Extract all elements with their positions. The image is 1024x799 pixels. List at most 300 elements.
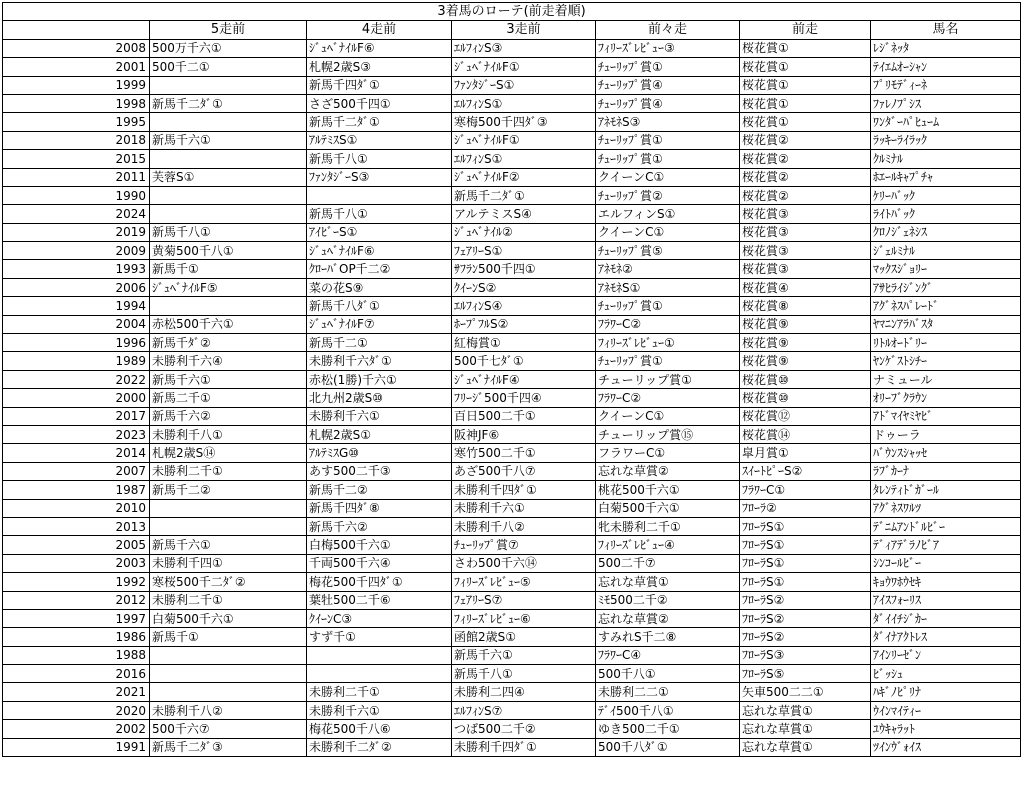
race-5-ago-cell bbox=[150, 646, 307, 664]
race-5-ago-cell bbox=[150, 499, 307, 517]
race-4-ago-cell: ｸｲｰﾝC③ bbox=[307, 609, 452, 627]
year-cell: 2008 bbox=[3, 39, 150, 57]
horse-name-cell: ﾌﾟﾘﾓﾃﾞｨｰﾈ bbox=[871, 76, 1021, 94]
table-row bbox=[3, 242, 1021, 260]
table-row bbox=[3, 278, 1021, 296]
race-3-ago-cell: 新馬千六① bbox=[452, 646, 596, 664]
year-cell: 2021 bbox=[3, 683, 150, 701]
race-5-ago-cell: 札幌2歳S⑭ bbox=[150, 444, 307, 462]
race-3-ago-cell: 未勝利千四ﾀﾞ① bbox=[452, 481, 596, 499]
race-2-ago-cell: ﾌﾗﾜｰC② bbox=[596, 315, 740, 333]
table-row bbox=[3, 591, 1021, 609]
year-cell: 2018 bbox=[3, 131, 150, 149]
previous-race-cell: ﾌﾛｰﾗ② bbox=[740, 499, 871, 517]
race-2-ago-cell: ﾁｭｰﾘｯﾌﾟ賞① bbox=[596, 58, 740, 76]
previous-race-cell: 桜花賞② bbox=[740, 186, 871, 204]
table-row bbox=[3, 58, 1021, 76]
race-3-ago-cell: ﾌｨﾘｰｽﾞﾚﾋﾞｭｰ⑥ bbox=[452, 609, 596, 627]
header-year bbox=[3, 21, 150, 39]
year-cell: 2016 bbox=[3, 665, 150, 683]
race-3-ago-cell: ｼﾞｭﾍﾞﾅｲﾙF② bbox=[452, 168, 596, 186]
race-2-ago-cell: 500千八ﾀﾞ① bbox=[596, 738, 740, 756]
horse-name-cell: ﾂｲﾝｳﾞｫｲｽ bbox=[871, 738, 1021, 756]
race-4-ago-cell bbox=[307, 665, 452, 683]
race-4-ago-cell: 札幌2歳S① bbox=[307, 425, 452, 443]
header-5-races-ago: 5走前 bbox=[150, 21, 307, 39]
table-row bbox=[3, 334, 1021, 352]
previous-race-cell: ﾌﾛｰﾗS③ bbox=[740, 646, 871, 664]
race-5-ago-cell: 新馬千二② bbox=[150, 481, 307, 499]
year-cell: 2004 bbox=[3, 315, 150, 333]
horse-name-cell: ﾗｯｷｰﾗｲﾗｯｸ bbox=[871, 131, 1021, 149]
table-row bbox=[3, 131, 1021, 149]
race-4-ago-cell: あす500二千③ bbox=[307, 462, 452, 480]
horse-name-cell: ﾀﾚﾝﾃｨﾄﾞｶﾞｰﾙ bbox=[871, 481, 1021, 499]
race-2-ago-cell: ｱﾈﾓﾈS① bbox=[596, 278, 740, 296]
race-2-ago-cell: ﾌｨﾘｰｽﾞﾚﾋﾞｭｰ④ bbox=[596, 536, 740, 554]
previous-race-cell: ﾌﾛｰﾗS① bbox=[740, 554, 871, 572]
table-row bbox=[3, 481, 1021, 499]
previous-race-cell: 桜花賞① bbox=[740, 113, 871, 131]
race-4-ago-cell: 札幌2歳S③ bbox=[307, 58, 452, 76]
horse-name-cell: ｼﾞｪﾙﾐﾅﾙ bbox=[871, 242, 1021, 260]
race-3-ago-cell: 未勝利千六① bbox=[452, 499, 596, 517]
race-3-ago-cell: 阪神JF⑥ bbox=[452, 425, 596, 443]
race-5-ago-cell: 新馬千① bbox=[150, 260, 307, 278]
race-5-ago-cell: 新馬千六① bbox=[150, 131, 307, 149]
header-4-races-ago: 4走前 bbox=[307, 21, 452, 39]
previous-race-cell: 桜花賞⑨ bbox=[740, 352, 871, 370]
race-5-ago-cell: 新馬千二ﾀﾞ③ bbox=[150, 738, 307, 756]
year-cell: 2014 bbox=[3, 444, 150, 462]
race-5-ago-cell: 芙蓉S① bbox=[150, 168, 307, 186]
title-row bbox=[3, 3, 1021, 21]
race-2-ago-cell: クイーンC① bbox=[596, 168, 740, 186]
year-cell: 1999 bbox=[3, 76, 150, 94]
previous-race-cell: 桜花賞② bbox=[740, 168, 871, 186]
table-row bbox=[3, 113, 1021, 131]
race-2-ago-cell: 忘れな草賞② bbox=[596, 462, 740, 480]
table-row bbox=[3, 370, 1021, 388]
rotation-table bbox=[2, 2, 1021, 757]
table-row bbox=[3, 168, 1021, 186]
race-4-ago-cell: 北九州2歳S⑩ bbox=[307, 389, 452, 407]
race-4-ago-cell: 新馬千八① bbox=[307, 205, 452, 223]
race-5-ago-cell bbox=[150, 113, 307, 131]
year-cell: 1988 bbox=[3, 646, 150, 664]
race-5-ago-cell: 新馬千六① bbox=[150, 370, 307, 388]
year-cell: 1995 bbox=[3, 113, 150, 131]
race-3-ago-cell: 新馬千八① bbox=[452, 665, 596, 683]
race-2-ago-cell: ゆき500二千① bbox=[596, 720, 740, 738]
year-cell: 1990 bbox=[3, 186, 150, 204]
race-2-ago-cell: チューリップ賞⑮ bbox=[596, 425, 740, 443]
race-5-ago-cell bbox=[150, 683, 307, 701]
horse-name-cell: ｷｮｳﾜﾎｳｾｷ bbox=[871, 573, 1021, 591]
previous-race-cell: 皐月賞① bbox=[740, 444, 871, 462]
race-2-ago-cell: チューリップ賞① bbox=[596, 370, 740, 388]
table-row bbox=[3, 94, 1021, 112]
race-3-ago-cell: さわ500千六⑭ bbox=[452, 554, 596, 572]
table-row bbox=[3, 352, 1021, 370]
horse-name-cell: ｳｲﾝﾏｲﾃｨｰ bbox=[871, 701, 1021, 719]
race-4-ago-cell: ｱﾙﾃﾐｽG⑩ bbox=[307, 444, 452, 462]
horse-name-cell: ドゥーラ bbox=[871, 425, 1021, 443]
race-5-ago-cell bbox=[150, 205, 307, 223]
year-cell: 1989 bbox=[3, 352, 150, 370]
race-5-ago-cell: 未勝利千八② bbox=[150, 701, 307, 719]
race-4-ago-cell: 新馬千八① bbox=[307, 150, 452, 168]
horse-name-cell: ﾊﾞｳﾝｽｼｬｯｾ bbox=[871, 444, 1021, 462]
horse-name-cell: ナミュール bbox=[871, 370, 1021, 388]
race-2-ago-cell: クイーンC① bbox=[596, 223, 740, 241]
race-5-ago-cell bbox=[150, 76, 307, 94]
horse-name-cell: ﾎｴｰﾙｷｬﾌﾟﾁｬ bbox=[871, 168, 1021, 186]
horse-name-cell: ﾔﾏﾆﾝｱﾗﾊﾞｽﾀ bbox=[871, 315, 1021, 333]
race-3-ago-cell: ﾌｨﾘｰｽﾞﾚﾋﾞｭｰ⑤ bbox=[452, 573, 596, 591]
horse-name-cell: ｱｻﾋﾗｲｼﾞﾝｸﾞ bbox=[871, 278, 1021, 296]
horse-name-cell: ｸﾛﾉｼﾞｪﾈｼｽ bbox=[871, 223, 1021, 241]
previous-race-cell: ﾌﾛｰﾗS① bbox=[740, 573, 871, 591]
year-cell: 1987 bbox=[3, 481, 150, 499]
race-5-ago-cell: 白菊500千六① bbox=[150, 609, 307, 627]
horse-name-cell: ﾔﾝｹﾞｽﾄｼﾁｰ bbox=[871, 352, 1021, 370]
previous-race-cell: ﾌﾛｰﾗS② bbox=[740, 628, 871, 646]
race-5-ago-cell: 赤松500千六① bbox=[150, 315, 307, 333]
table-row bbox=[3, 701, 1021, 719]
race-2-ago-cell: 500二千⑦ bbox=[596, 554, 740, 572]
table-row bbox=[3, 499, 1021, 517]
table-row bbox=[3, 297, 1021, 315]
year-cell: 2017 bbox=[3, 407, 150, 425]
table-row bbox=[3, 150, 1021, 168]
race-3-ago-cell: ﾌｪｱﾘｰS⑦ bbox=[452, 591, 596, 609]
previous-race-cell: 桜花賞① bbox=[740, 76, 871, 94]
horse-name-cell: ｵﾘｰﾌﾞｸﾗｳﾝ bbox=[871, 389, 1021, 407]
horse-name-cell: ﾃﾞｨｱﾃﾞﾗﾉﾋﾞｱ bbox=[871, 536, 1021, 554]
race-4-ago-cell: 新馬千四ﾀﾞ① bbox=[307, 76, 452, 94]
previous-race-cell: 桜花賞⑭ bbox=[740, 425, 871, 443]
race-3-ago-cell: 百日500二千① bbox=[452, 407, 596, 425]
race-4-ago-cell: ｼﾞｭﾍﾞﾅｲﾙF⑥ bbox=[307, 242, 452, 260]
race-3-ago-cell: ｴﾙﾌｨﾝS④ bbox=[452, 297, 596, 315]
previous-race-cell: 桜花賞① bbox=[740, 58, 871, 76]
table-row bbox=[3, 738, 1021, 756]
table-row bbox=[3, 517, 1021, 535]
table-row bbox=[3, 646, 1021, 664]
year-cell: 2015 bbox=[3, 150, 150, 168]
race-3-ago-cell: 寒梅500千四ﾀﾞ③ bbox=[452, 113, 596, 131]
race-4-ago-cell: 新馬千二② bbox=[307, 481, 452, 499]
previous-race-cell: 桜花賞⑫ bbox=[740, 407, 871, 425]
previous-race-cell: ﾌﾛｰﾗS① bbox=[740, 536, 871, 554]
race-3-ago-cell: 寒竹500二千① bbox=[452, 444, 596, 462]
race-2-ago-cell: ﾁｭｰﾘｯﾌﾟ賞④ bbox=[596, 94, 740, 112]
race-3-ago-cell: つば500二千② bbox=[452, 720, 596, 738]
race-2-ago-cell: クイーンC① bbox=[596, 407, 740, 425]
race-3-ago-cell: 紅梅賞① bbox=[452, 334, 596, 352]
race-4-ago-cell: 千両500千六④ bbox=[307, 554, 452, 572]
horse-name-cell: ｱｸﾞﾈｽﾜﾙﾂ bbox=[871, 499, 1021, 517]
year-cell: 2001 bbox=[3, 58, 150, 76]
race-4-ago-cell: 未勝利千六① bbox=[307, 701, 452, 719]
table-row bbox=[3, 407, 1021, 425]
year-cell: 2006 bbox=[3, 278, 150, 296]
year-cell: 1992 bbox=[3, 573, 150, 591]
race-4-ago-cell: 新馬千四ﾀﾞ⑧ bbox=[307, 499, 452, 517]
race-4-ago-cell: 未勝利千六ﾀﾞ① bbox=[307, 352, 452, 370]
table-row bbox=[3, 76, 1021, 94]
race-4-ago-cell bbox=[307, 646, 452, 664]
race-5-ago-cell: 未勝利二千① bbox=[150, 591, 307, 609]
previous-race-cell: ﾌﾛｰﾗS⑤ bbox=[740, 665, 871, 683]
table-row bbox=[3, 425, 1021, 443]
year-cell: 2022 bbox=[3, 370, 150, 388]
table-row bbox=[3, 260, 1021, 278]
race-3-ago-cell: ｴﾙﾌｨﾝS① bbox=[452, 94, 596, 112]
horse-name-cell: ｱﾄﾞﾏｲﾔﾐﾔﾋﾞ bbox=[871, 407, 1021, 425]
race-5-ago-cell bbox=[150, 150, 307, 168]
race-5-ago-cell: 新馬千ﾀﾞ② bbox=[150, 334, 307, 352]
horse-name-cell: ﾀﾞｲｲﾁｼﾞｶｰ bbox=[871, 609, 1021, 627]
race-5-ago-cell: 未勝利二千① bbox=[150, 462, 307, 480]
horse-name-cell: ｱｲﾝﾘｰｾﾞﾝ bbox=[871, 646, 1021, 664]
year-cell: 1991 bbox=[3, 738, 150, 756]
horse-name-cell: ｱｲｽﾌｫｰﾘｽ bbox=[871, 591, 1021, 609]
race-4-ago-cell: ｼﾞｭﾍﾞﾅｲﾙF⑦ bbox=[307, 315, 452, 333]
race-3-ago-cell: ｼﾞｭﾍﾞﾅｲﾙF① bbox=[452, 131, 596, 149]
previous-race-cell: 桜花賞④ bbox=[740, 278, 871, 296]
race-4-ago-cell: 菜の花S⑨ bbox=[307, 278, 452, 296]
table-row bbox=[3, 683, 1021, 701]
table-row bbox=[3, 628, 1021, 646]
header-3-races-ago: 3走前 bbox=[452, 21, 596, 39]
race-5-ago-cell: 寒桜500千二ﾀﾞ② bbox=[150, 573, 307, 591]
race-2-ago-cell: ﾁｭｰﾘｯﾌﾟ賞① bbox=[596, 150, 740, 168]
previous-race-cell: 桜花賞③ bbox=[740, 242, 871, 260]
race-4-ago-cell: ｼﾞｭﾍﾞﾅｲﾙF⑥ bbox=[307, 39, 452, 57]
year-cell: 1996 bbox=[3, 334, 150, 352]
previous-race-cell: 桜花賞② bbox=[740, 150, 871, 168]
race-5-ago-cell: 新馬千八① bbox=[150, 223, 307, 241]
race-5-ago-cell: 新馬千① bbox=[150, 628, 307, 646]
year-cell: 2020 bbox=[3, 701, 150, 719]
race-2-ago-cell: ｱﾈﾓﾈ② bbox=[596, 260, 740, 278]
previous-race-cell: 桜花賞③ bbox=[740, 260, 871, 278]
horse-name-cell: ﾚｼﾞﾈｯﾀ bbox=[871, 39, 1021, 57]
horse-name-cell: ﾃﾞﾆﾑｱﾝﾄﾞﾙﾋﾞｰ bbox=[871, 517, 1021, 535]
race-5-ago-cell: 新馬二千① bbox=[150, 389, 307, 407]
table-row bbox=[3, 444, 1021, 462]
year-cell: 1997 bbox=[3, 609, 150, 627]
race-4-ago-cell: 葉牡500二千⑥ bbox=[307, 591, 452, 609]
race-2-ago-cell: ﾃﾞｲ500千八① bbox=[596, 701, 740, 719]
previous-race-cell: ﾌﾗﾜｰC① bbox=[740, 481, 871, 499]
table-row bbox=[3, 720, 1021, 738]
horse-name-cell: ﾏｯｸｽｼﾞｮﾘｰ bbox=[871, 260, 1021, 278]
race-4-ago-cell: 未勝利千二ﾀﾞ② bbox=[307, 738, 452, 756]
table-row bbox=[3, 554, 1021, 572]
race-3-ago-cell: 未勝利二四④ bbox=[452, 683, 596, 701]
race-3-ago-cell: ｼﾞｭﾍﾞﾅｲﾙ② bbox=[452, 223, 596, 241]
race-3-ago-cell: アルテミスS④ bbox=[452, 205, 596, 223]
table-row bbox=[3, 609, 1021, 627]
race-3-ago-cell: 新馬千二ﾀﾞ① bbox=[452, 186, 596, 204]
race-4-ago-cell: ｱｲﾋﾞｰS① bbox=[307, 223, 452, 241]
year-cell: 2003 bbox=[3, 554, 150, 572]
race-4-ago-cell: ﾌｧﾝﾀｼﾞｰS③ bbox=[307, 168, 452, 186]
race-4-ago-cell: 未勝利二千① bbox=[307, 683, 452, 701]
race-5-ago-cell: 500万千六① bbox=[150, 39, 307, 57]
race-3-ago-cell: ﾎｰﾌﾟﾌﾙS② bbox=[452, 315, 596, 333]
race-3-ago-cell: ﾌﾘｰｼﾞ500千四④ bbox=[452, 389, 596, 407]
race-4-ago-cell: 梅花500千四ﾀﾞ① bbox=[307, 573, 452, 591]
race-5-ago-cell: 新馬千六① bbox=[150, 536, 307, 554]
previous-race-cell: ﾌﾛｰﾗS② bbox=[740, 591, 871, 609]
race-2-ago-cell: エルフィンS① bbox=[596, 205, 740, 223]
race-3-ago-cell: ｻﾌﾗﾝ500千四① bbox=[452, 260, 596, 278]
previous-race-cell: 桜花賞① bbox=[740, 39, 871, 57]
horse-name-cell: ﾜﾝﾀﾞｰﾊﾟﾋｭｰﾑ bbox=[871, 113, 1021, 131]
year-cell: 2023 bbox=[3, 425, 150, 443]
race-4-ago-cell: ｸﾛｰﾊﾞOP千二② bbox=[307, 260, 452, 278]
race-3-ago-cell: あざ500千八⑦ bbox=[452, 462, 596, 480]
race-5-ago-cell: 新馬千六② bbox=[150, 407, 307, 425]
table-body bbox=[3, 39, 1021, 756]
horse-name-cell: ﾃｲｴﾑｵｰｼｬﾝ bbox=[871, 58, 1021, 76]
race-3-ago-cell: 未勝利千八② bbox=[452, 517, 596, 535]
horse-name-cell: ｱｸﾞﾈｽﾊﾟﾚｰﾄﾞ bbox=[871, 297, 1021, 315]
race-5-ago-cell bbox=[150, 517, 307, 535]
table-title: 3着馬のローテ(前走着順) bbox=[3, 3, 1021, 21]
horse-name-cell: ﾌｧﾚﾉﾌﾟｼｽ bbox=[871, 94, 1021, 112]
race-5-ago-cell bbox=[150, 297, 307, 315]
year-cell: 1993 bbox=[3, 260, 150, 278]
race-3-ago-cell: 500千七ﾀﾞ① bbox=[452, 352, 596, 370]
race-2-ago-cell: すみれS千二⑧ bbox=[596, 628, 740, 646]
previous-race-cell: 忘れな草賞① bbox=[740, 720, 871, 738]
race-2-ago-cell: 牝未勝利二千① bbox=[596, 517, 740, 535]
race-4-ago-cell: 赤松(1勝)千六① bbox=[307, 370, 452, 388]
horse-name-cell: ﾗｲﾄﾊﾞｯｸ bbox=[871, 205, 1021, 223]
header-2-races-ago: 前々走 bbox=[596, 21, 740, 39]
year-cell: 2012 bbox=[3, 591, 150, 609]
race-5-ago-cell bbox=[150, 665, 307, 683]
race-3-ago-cell: ｸｲｰﾝS② bbox=[452, 278, 596, 296]
table-row bbox=[3, 573, 1021, 591]
race-2-ago-cell: ﾐﾓ500二千② bbox=[596, 591, 740, 609]
year-cell: 2002 bbox=[3, 720, 150, 738]
year-cell: 1998 bbox=[3, 94, 150, 112]
previous-race-cell: 桜花賞① bbox=[740, 94, 871, 112]
race-2-ago-cell: ﾁｭｰﾘｯﾌﾟ賞① bbox=[596, 297, 740, 315]
horse-name-cell: ﾗﾌﾞｶｰﾅ bbox=[871, 462, 1021, 480]
race-4-ago-cell: 新馬千二ﾀﾞ① bbox=[307, 113, 452, 131]
race-2-ago-cell: 500千八① bbox=[596, 665, 740, 683]
previous-race-cell: 桜花賞⑧ bbox=[740, 297, 871, 315]
race-3-ago-cell: ﾌｪｱﾘｰS① bbox=[452, 242, 596, 260]
race-2-ago-cell: ﾌﾗﾜｰC④ bbox=[596, 646, 740, 664]
race-3-ago-cell: ﾁｭｰﾘｯﾌﾟ賞⑦ bbox=[452, 536, 596, 554]
table-row bbox=[3, 315, 1021, 333]
horse-name-cell: ｹﾘｰﾊﾞｯｸ bbox=[871, 186, 1021, 204]
race-4-ago-cell: 新馬千二① bbox=[307, 334, 452, 352]
race-2-ago-cell: ﾁｭｰﾘｯﾌﾟ賞① bbox=[596, 131, 740, 149]
race-5-ago-cell: 500千二① bbox=[150, 58, 307, 76]
horse-name-cell: ﾊｷﾞﾉﾋﾟﾘﾅ bbox=[871, 683, 1021, 701]
table-row bbox=[3, 186, 1021, 204]
table-row bbox=[3, 39, 1021, 57]
race-4-ago-cell: 新馬千八ﾀﾞ① bbox=[307, 297, 452, 315]
race-2-ago-cell: 桃花500千六① bbox=[596, 481, 740, 499]
race-4-ago-cell: 新馬千六② bbox=[307, 517, 452, 535]
horse-name-cell: ﾋﾞｯｼｭ bbox=[871, 665, 1021, 683]
table-row bbox=[3, 223, 1021, 241]
race-4-ago-cell bbox=[307, 186, 452, 204]
year-cell: 2007 bbox=[3, 462, 150, 480]
race-3-ago-cell: 未勝利千四ﾀﾞ① bbox=[452, 738, 596, 756]
horse-name-cell: ﾘﾄﾙｵｰﾄﾞﾘｰ bbox=[871, 334, 1021, 352]
year-cell: 2005 bbox=[3, 536, 150, 554]
race-5-ago-cell: 新馬千二ﾀﾞ① bbox=[150, 94, 307, 112]
table-row bbox=[3, 536, 1021, 554]
race-2-ago-cell: 忘れな草賞② bbox=[596, 609, 740, 627]
race-2-ago-cell: フラワーC① bbox=[596, 444, 740, 462]
race-3-ago-cell: ｼﾞｭﾍﾞﾅｲﾙF④ bbox=[452, 370, 596, 388]
race-4-ago-cell: 白梅500千六① bbox=[307, 536, 452, 554]
previous-race-cell: 桜花賞⑩ bbox=[740, 389, 871, 407]
race-3-ago-cell: ｴﾙﾌｨﾝS① bbox=[452, 150, 596, 168]
table-row bbox=[3, 389, 1021, 407]
year-cell: 2009 bbox=[3, 242, 150, 260]
previous-race-cell: 桜花賞⑩ bbox=[740, 370, 871, 388]
race-5-ago-cell: ｼﾞｭﾍﾞﾅｲﾙF⑤ bbox=[150, 278, 307, 296]
year-cell: 2000 bbox=[3, 389, 150, 407]
race-2-ago-cell: ﾁｭｰﾘｯﾌﾟ賞⑤ bbox=[596, 242, 740, 260]
race-5-ago-cell: 未勝利千八① bbox=[150, 425, 307, 443]
race-5-ago-cell: 500千六⑦ bbox=[150, 720, 307, 738]
race-2-ago-cell: ﾌﾗﾜｰC② bbox=[596, 389, 740, 407]
race-4-ago-cell: すず千① bbox=[307, 628, 452, 646]
horse-name-cell: ﾀﾞｲﾅｱｸﾄﾚｽ bbox=[871, 628, 1021, 646]
header-previous-race: 前走 bbox=[740, 21, 871, 39]
race-5-ago-cell: 黄菊500千八① bbox=[150, 242, 307, 260]
previous-race-cell: 桜花賞③ bbox=[740, 223, 871, 241]
horse-name-cell: ｼﾝｺｰﾙﾋﾞｰ bbox=[871, 554, 1021, 572]
year-cell: 2019 bbox=[3, 223, 150, 241]
race-2-ago-cell: ｱﾈﾓﾈS③ bbox=[596, 113, 740, 131]
race-2-ago-cell: ﾁｭｰﾘｯﾌﾟ賞④ bbox=[596, 76, 740, 94]
horse-name-cell: ﾕｳｷｬﾗｯﾄ bbox=[871, 720, 1021, 738]
previous-race-cell: 忘れな草賞① bbox=[740, 738, 871, 756]
previous-race-cell: ｽｲｰﾄﾋﾟｰS② bbox=[740, 462, 871, 480]
race-2-ago-cell: ﾁｭｰﾘｯﾌﾟ賞① bbox=[596, 352, 740, 370]
race-2-ago-cell: ﾌｨﾘｰｽﾞﾚﾋﾞｭｰ① bbox=[596, 334, 740, 352]
race-2-ago-cell: 忘れな草賞① bbox=[596, 573, 740, 591]
race-2-ago-cell: 未勝利二二① bbox=[596, 683, 740, 701]
year-cell: 2024 bbox=[3, 205, 150, 223]
race-5-ago-cell: 未勝利千四① bbox=[150, 554, 307, 572]
table-row bbox=[3, 205, 1021, 223]
race-2-ago-cell: 白菊500千六① bbox=[596, 499, 740, 517]
race-4-ago-cell: ｱﾙﾃﾐｽS① bbox=[307, 131, 452, 149]
horse-name-cell: ｸﾙﾐﾅﾙ bbox=[871, 150, 1021, 168]
previous-race-cell: ﾌﾛｰﾗS② bbox=[740, 609, 871, 627]
table-row bbox=[3, 462, 1021, 480]
race-3-ago-cell: 函館2歳S① bbox=[452, 628, 596, 646]
race-2-ago-cell: ﾌｨﾘｰｽﾞﾚﾋﾞｭｰ③ bbox=[596, 39, 740, 57]
previous-race-cell: 桜花賞② bbox=[740, 131, 871, 149]
